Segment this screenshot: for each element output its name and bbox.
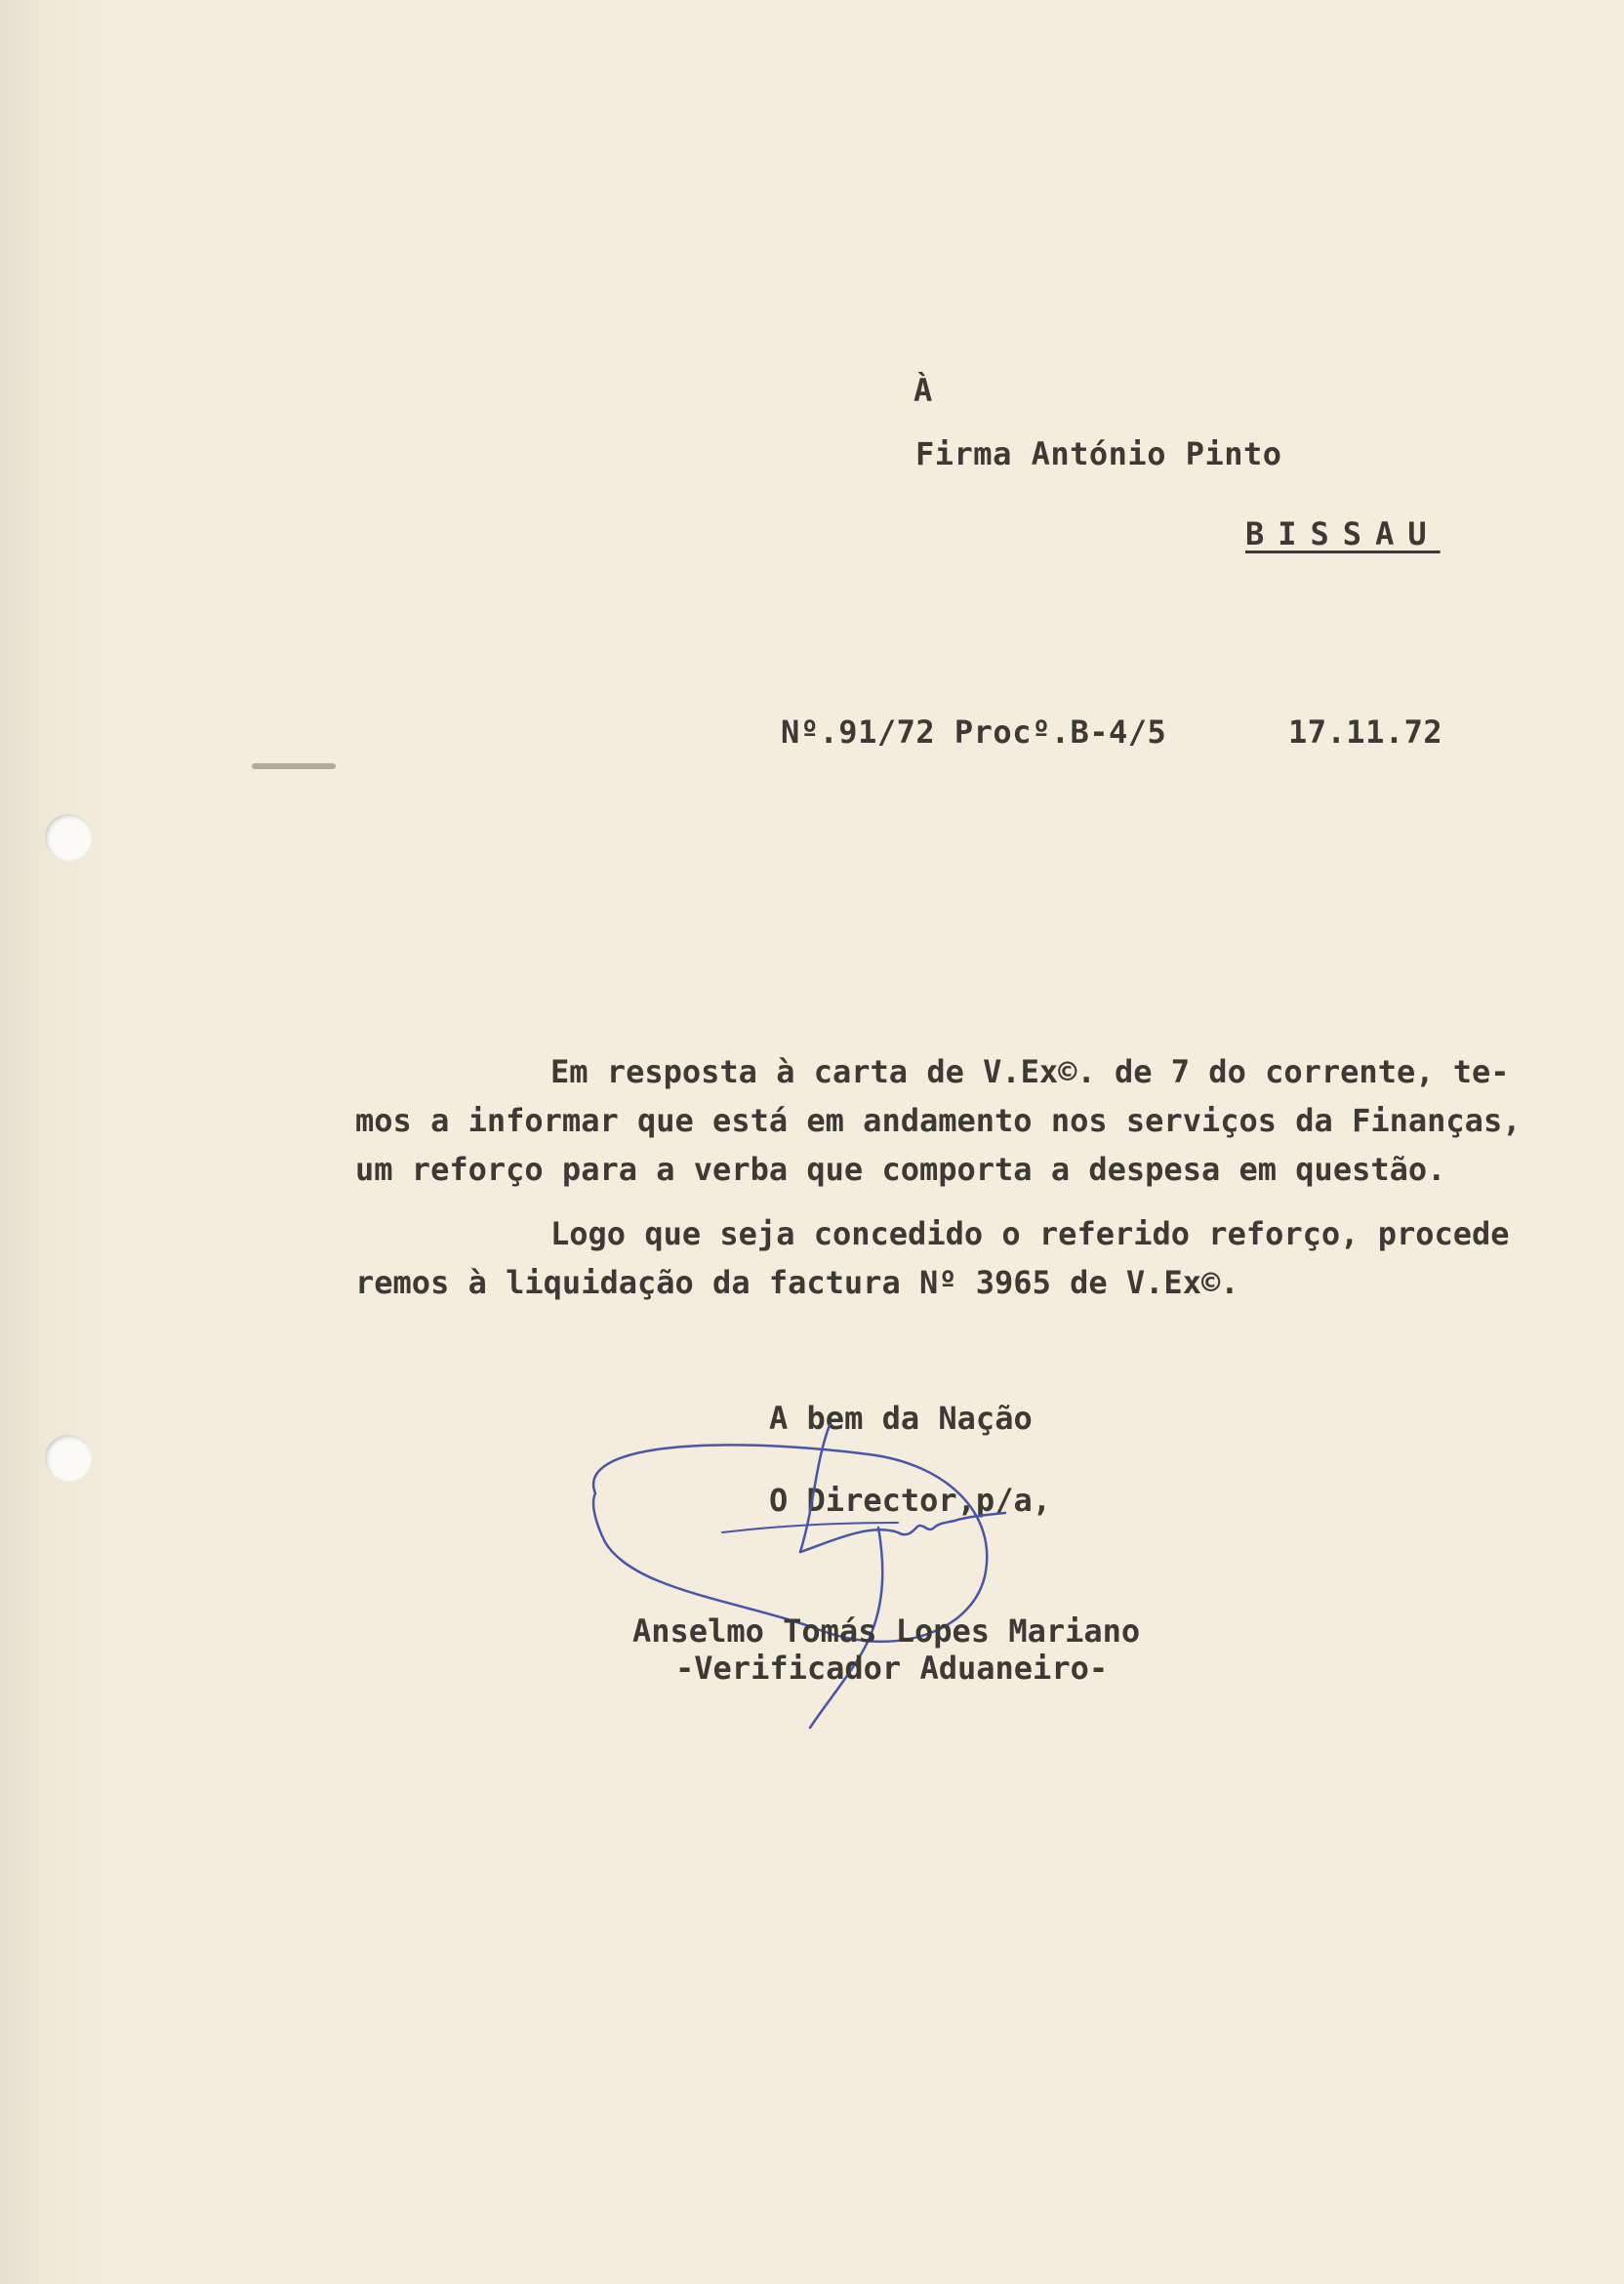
- letter-date: 17.11.72: [1288, 714, 1443, 751]
- handwritten-signature: [576, 1406, 1122, 1757]
- body-line: mos a informar que está em andamento nos serviços da Finanças,: [355, 1102, 1522, 1139]
- recipient-city: BISSAU: [1245, 515, 1441, 552]
- body-line: Logo que seja concedido o referido reforço, procede: [550, 1215, 1510, 1252]
- recipient-name: Firma António Pinto: [915, 435, 1282, 472]
- punch-hole-top: [45, 814, 92, 861]
- body-paragraph-1: [355, 1047, 1565, 1096]
- reference-number: Nº.91/72 Procº.B-4/5: [781, 714, 1167, 751]
- ink-smudge: [252, 763, 336, 769]
- address-prefix: À: [914, 372, 933, 409]
- signatory-name: Anselmo Tomás Lopes Mariano: [632, 1612, 1141, 1650]
- letter-body: [355, 1047, 1565, 1307]
- body-line: Em resposta à carta de V.Ex©. de 7 do corrente, te-: [550, 1053, 1510, 1090]
- body-paragraph-2: [355, 1209, 1565, 1258]
- body-line: remos à liquidação da factura Nº 3965 de V.Ex©.: [355, 1264, 1239, 1301]
- page-margin-shadow: [0, 0, 117, 2284]
- closing-salutation: A bem da Nação: [769, 1400, 1033, 1437]
- signatory-title: -Verificador Aduaneiro-: [675, 1650, 1109, 1687]
- closing-role: O Director,p/a,: [769, 1482, 1051, 1519]
- body-line: um reforço para a verba que comporta a despesa em questão.: [355, 1151, 1446, 1188]
- punch-hole-bottom: [45, 1435, 92, 1482]
